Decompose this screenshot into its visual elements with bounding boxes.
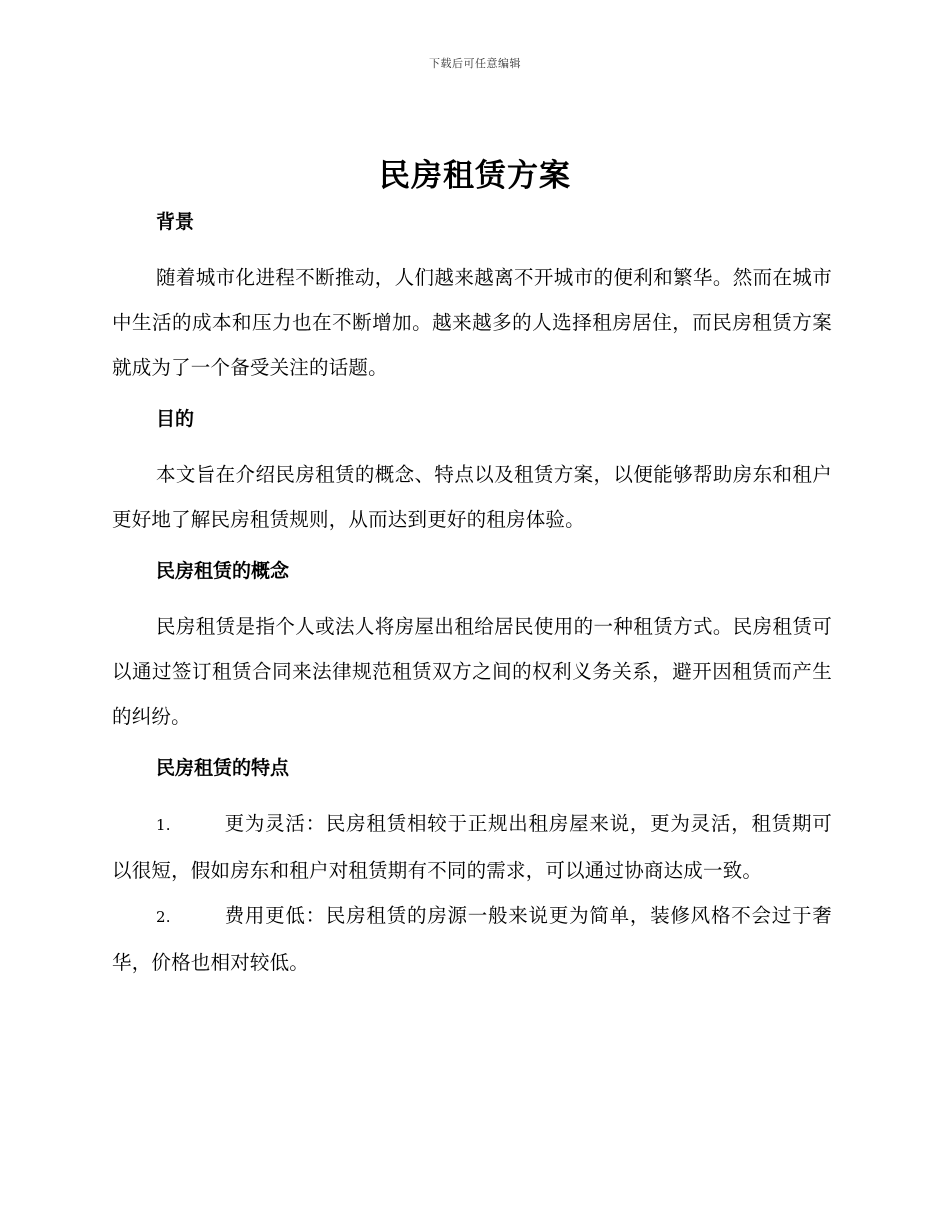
section-heading-purpose: 目的: [156, 408, 195, 430]
paragraph-concept: 民房租赁是指个人或法人将房屋出租给居民使用的一种租赁方式。民房租赁可以通过签订租赁合同来法律规范租赁双方之间的权利义务关系，避开因租赁而产生的纠纷。: [112, 615, 832, 728]
header-note: 下载后可任意编辑: [429, 57, 521, 70]
list-item: [112, 893, 832, 985]
document-body: [112, 206, 832, 985]
section-heading-concept: 民房租赁的概念: [156, 560, 290, 582]
list-item: [112, 801, 832, 893]
section-heading-background: 背景: [156, 211, 195, 233]
section-heading-features: 民房租赁的特点: [156, 757, 290, 779]
list-item-number: 2.: [156, 908, 171, 926]
paragraph-purpose: 本文旨在介绍民房租赁的概念、特点以及租赁方案，以便能够帮助房东和租户更好地了解民房租赁规则，从而达到更好的租房体验。: [112, 463, 832, 531]
list-item-text: 费用更低：民房租赁的房源一般来说更为简单，装修风格不会过于奢华，价格也相对较低。: [112, 904, 832, 974]
paragraph-background: 随着城市化进程不断推动，人们越来越离不开城市的便利和繁华。然而在城市中生活的成本和压力也在不断增加。越来越多的人选择租房居住，而民房租赁方案就成为了一个备受关注的话题。: [112, 266, 832, 379]
list-item-text: 更为灵活：民房租赁相较于正规出租房屋来说，更为灵活，租赁期可以很短，假如房东和租户对租赁期有不同的需求，可以通过协商达成一致。: [112, 812, 832, 882]
list-item-number: 1.: [156, 816, 171, 834]
document-title: 民房租赁方案: [379, 158, 571, 194]
